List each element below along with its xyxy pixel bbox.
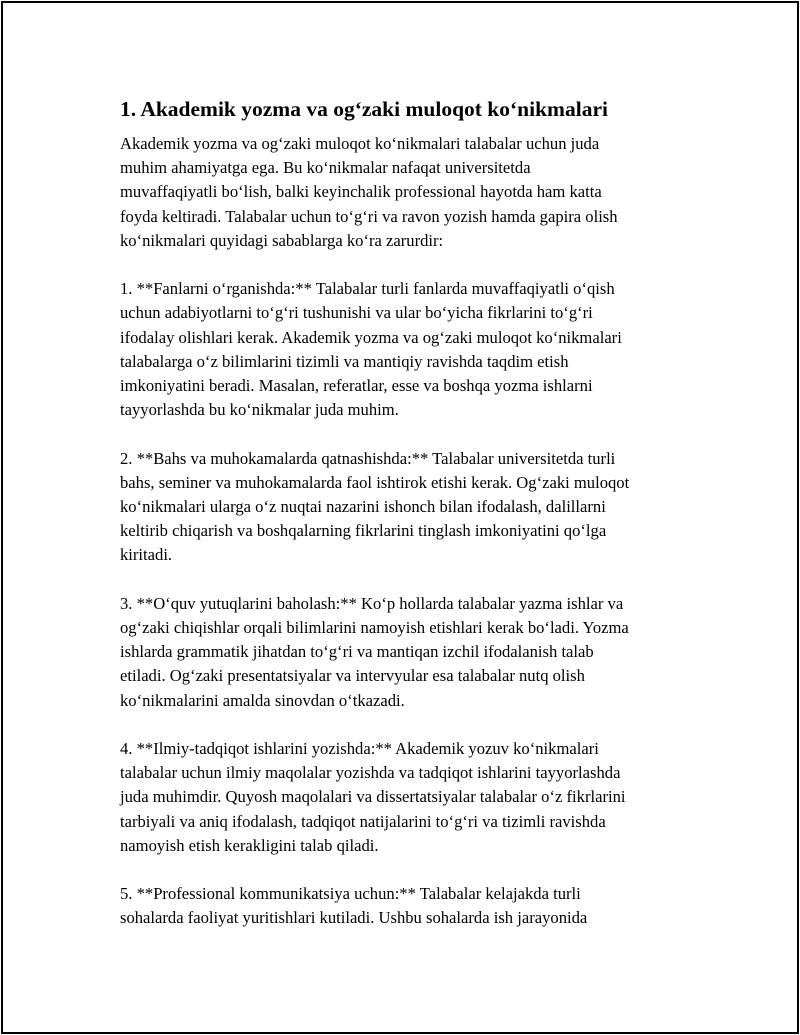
text-line: keltirib chiqarish va boshqalarning fikrlarini tinglash imkoniyatini qo‘lga <box>120 521 607 541</box>
text-line: Akademik yozma va og‘zaki muloqot ko‘nikmalari talabalar uchun juda <box>120 134 600 153</box>
text-line: 1. **Fanlarni o‘rganishda:** Talabalar turli fanlarda muvaffaqiyatli o‘qish <box>120 279 615 299</box>
text-line: namoyish etish kerakligini talab qiladi. <box>120 835 379 855</box>
page-title: 1. Akademik yozma va og‘zaki muloqot ko‘nikmalari <box>120 97 608 121</box>
text-line: 2. **Bahs va muhokamalarda qatnashishda:** Talabalar universitetda turli <box>120 448 616 468</box>
text-line: og‘zaki chiqishlar orqali bilimlarini namoyish etishlari kerak bo‘ladi. Yozma <box>120 618 629 638</box>
text-line: foyda keltiradi. Talabalar uchun to‘g‘ri va ravon yozish hamda gapira olish <box>120 206 618 226</box>
paragraph-3 <box>120 447 694 568</box>
paragraph-1 <box>120 132 694 253</box>
text-line: etiladi. Og‘zaki presentatsiyalar va intervyular esa talabalar nutq olish <box>120 666 585 686</box>
text-line: juda muhimdir. Quyosh maqolalari va dissertatsiyalar talabalar o‘z fikrlarini <box>120 787 626 807</box>
text-line: kiritadi. <box>120 545 173 565</box>
paragraph-4 <box>120 592 694 713</box>
text-line: uchun adabiyotlarni to‘g‘ri tushunishi va ular bo‘yicha fikrlarini to‘g‘ri <box>120 303 593 323</box>
paragraph-list <box>120 132 694 931</box>
text-line: ko‘nikmalari ularga o‘z nuqtai nazarini ishonch bilan ifodalash, dalillarni <box>120 497 606 517</box>
text-line: bahs, seminer va muhokamalarda faol ishtirok etishi kerak. Og‘zaki muloqot <box>120 472 630 492</box>
text-line: tarbiyali va aniq ifodalash, tadqiqot natijalarini to‘g‘ri va tizimli ravishda <box>120 811 606 831</box>
text-line: imkoniyatini beradi. Masalan, referatlar, esse va boshqa yozma ishlarni <box>120 376 593 396</box>
text-line: muhim ahamiyatga ega. Bu ko‘nikmalar nafaqat universitetda <box>120 158 531 178</box>
page-frame <box>1 1 799 1034</box>
paragraph-6 <box>120 882 694 930</box>
text-line: tayyorlashda bu ko‘nikmalar juda muhim. <box>120 400 399 420</box>
text-line: ko‘nikmalari quyidagi sabablarga ko‘ra zarurdir: <box>120 230 444 250</box>
text-line: muvaffaqiyatli bo‘lish, balki keyinchalik professional hayotda ham katta <box>120 182 602 202</box>
paragraph-5 <box>120 737 694 858</box>
text-line: 4. **Ilmiy-tadqiqot ishlarini yozishda:** Akademik yozuv ko‘nikmalari <box>120 739 599 759</box>
text-line: talabalar uchun ilmiy maqolalar yozishda va tadqiqot ishlarini tayyorlashda <box>120 763 621 783</box>
text-line: ishlarda grammatik jihatdan to‘g‘ri va mantiqan izchil ifodalanish talab <box>120 642 594 662</box>
text-line: 5. **Professional kommunikatsiya uchun:** Talabalar kelajakda turli <box>120 884 581 904</box>
text-line: talabalarga o‘z bilimlarini tizimli va mantiqiy ravishda taqdim etish <box>120 351 569 371</box>
paragraph-2 <box>120 277 694 422</box>
text-line: 3. **O‘quv yutuqlarini baholash:** Ko‘p hollarda talabalar yazma ishlar va <box>120 593 624 613</box>
document-body <box>120 95 694 955</box>
text-line: sohalarda faoliyat yuritishlari kutiladi. Ushbu sohalarda ish jarayonida <box>120 908 588 928</box>
text-line: ko‘nikmalarini amalda sinovdan o‘tkazadi. <box>120 690 405 710</box>
text-line: ifodalay olishlari kerak. Akademik yozma va og‘zaki muloqot ko‘nikmalari <box>120 327 622 347</box>
